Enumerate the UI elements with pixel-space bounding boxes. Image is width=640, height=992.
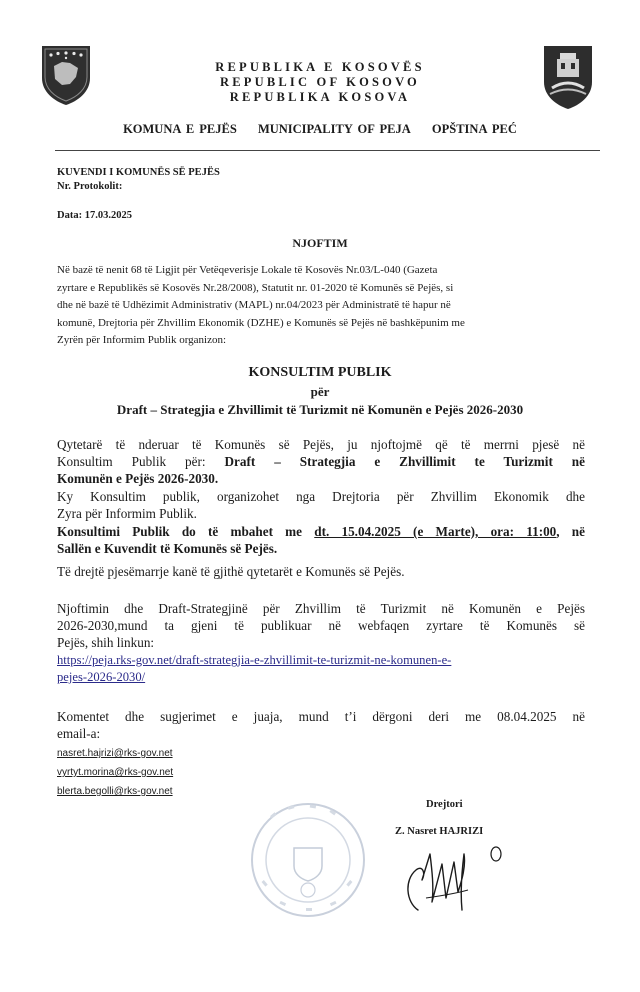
body-p5-line-3: Pejës, shih linkun: [57, 635, 155, 651]
body-paragraph-2 [57, 488, 585, 522]
municipality-sq: KOMUNA E PEJËS [123, 122, 237, 136]
email-link[interactable]: vyrtyt.morina@rks-gov.net [57, 767, 174, 778]
email-link[interactable]: nasret.hajrizi@rks-gov.net [57, 748, 173, 759]
body-p6-line-2: email-a: [57, 726, 101, 742]
body-paragraph-4: Të drejtë pjesëmarrje kanë të gjithë qytetarët e Komunës së Pejës. [57, 564, 405, 579]
body-p2-line-2: Zyra për Informim Publik. [57, 506, 197, 522]
header-republic-sq: REPUBLIKA E KOSOVËS [215, 60, 425, 74]
strategy-link[interactable]: https://peja.rks-gov.net/draft-strategjia-e-zhvillimit-te-turizmit-ne-komunen-e- [57, 652, 452, 667]
intro-line-2: zyrtare e Republikës së Kosovës Nr.28/2008), Statutit nr. 01-2020 të Komunës së Pejës, si [57, 281, 454, 294]
intro-paragraph [57, 262, 585, 350]
document-date: Data: 17.03.2025 [57, 210, 132, 221]
body-p1-line-1: Qytetarë të nderuar të Komunës së Pejës, ju njoftojmë që të merrni pjesë në [57, 437, 585, 452]
header-republic-en: REPUBLIC OF KOSOVO [220, 75, 420, 89]
protocol-number: Nr. Protokolit: [57, 181, 123, 192]
body-p2-line-1: Ky Konsultim publik, organizohet nga Drejtoria për Zhvillim Ekonomik dhe [57, 489, 585, 504]
body-p3-line-1 [57, 523, 585, 540]
event-intro: Konsultimi Publik do të mbahet me [57, 524, 315, 539]
intro-line-5: Zyrën për Informim Publik organizon: [57, 334, 227, 346]
signatory-role: Drejtori [426, 799, 463, 810]
municipality-line [0, 122, 640, 137]
email-link[interactable]: blerta.begolli@rks-gov.net [57, 786, 173, 797]
body-paragraph-6 [57, 708, 585, 742]
event-location: Sallën e Kuvendit të Komunës së Pejës. [57, 541, 278, 557]
email-list [57, 744, 173, 801]
body-p6-line-1: Komentet dhe sugjerimet e juaja, mund t’i dërgoni deri me 08.04.2025 në [57, 709, 585, 724]
consultation-subject: Draft – Strategjia e Zhvillimit të Turizmit në Komunën e Pejës 2026-2030 [116, 402, 524, 417]
body-p5-line-1: Njoftimin dhe Draft-Strategjinë për Zhvillim të Turizmit në Komunën e Pejës [57, 601, 585, 616]
body-p1-line-2 [57, 453, 585, 470]
event-intro-end: , në [556, 524, 585, 539]
peja-municipality-emblem-icon [542, 44, 594, 110]
kosovo-emblem-icon [40, 44, 92, 106]
event-datetime: dt. 15.04.2025 (e Marte), ora: 11:00 [314, 524, 557, 539]
notice-title: NJOFTIM [292, 236, 348, 250]
intro-line-4: komunë, Drejtoria për Zhvillim Ekonomik (DZHE) e Komunës së Pejës në bashkëpunim me [57, 316, 465, 329]
handwritten-signature-icon [396, 840, 516, 920]
body-p1-text: Konsultim Publik për: [57, 454, 225, 470]
strategy-link-cont[interactable]: pejes-2026-2030/ [57, 669, 146, 684]
municipality-sr: OPŠTINA PEĆ [431, 122, 517, 136]
assembly-name: KUVENDI I KOMUNËS SË PEJËS [57, 167, 220, 178]
official-stamp-icon [248, 800, 368, 920]
consultation-for: për [310, 384, 330, 399]
header-republic-sr: REPUBLIKA KOSOVA [229, 90, 411, 104]
body-paragraph-3 [57, 523, 585, 557]
intro-line-3: dhe në bazë të Udhëzimit Administrativ (MAPL) nr.04/2023 për Administratë të hapur në [57, 299, 451, 311]
body-paragraph-5 [57, 600, 585, 686]
body-p5-line-2: 2026-2030,mund ta gjeni të publikuar në webfaqen zyrtare të Komunës së [57, 618, 585, 634]
municipality-en: MUNICIPALITY OF PEJA [257, 122, 411, 136]
signatory-name: Z. Nasret HAJRIZI [395, 826, 484, 837]
consultation-heading: KONSULTIM PUBLIK [248, 365, 392, 380]
header-divider [55, 150, 600, 151]
intro-line-1: Në bazë të nenit 68 të Ligjit për Vetëqeverisje Lokale të Kosovës Nr.03/L-040 (Gazeta [57, 264, 438, 276]
body-p1-line-3: Komunën e Pejës 2026-2030. [57, 471, 219, 487]
body-paragraph-1 [57, 436, 585, 488]
body-p1-bold: Draft – Strategjia e Zhvillimit te Turizmit në [224, 454, 585, 470]
